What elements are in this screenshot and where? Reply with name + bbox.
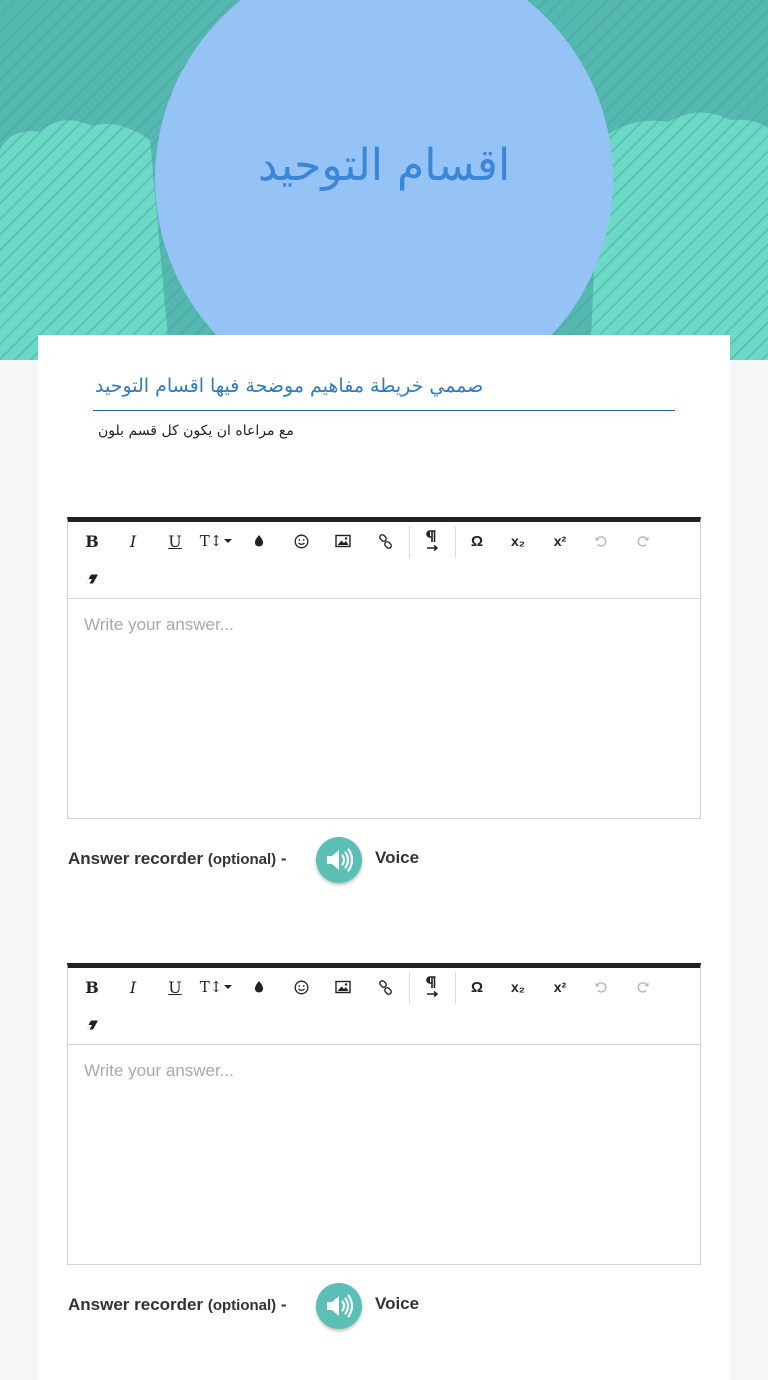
answer-input[interactable] bbox=[68, 1045, 700, 1263]
answer-recorder-label bbox=[68, 1295, 287, 1315]
insert-image-button[interactable] bbox=[328, 972, 358, 1002]
emoji-icon bbox=[294, 980, 309, 995]
italic-button[interactable]: I bbox=[129, 531, 137, 551]
header-banner bbox=[0, 0, 768, 360]
rich-text-editor bbox=[67, 517, 701, 819]
text-color-button[interactable] bbox=[244, 526, 274, 556]
paragraph-direction-icon bbox=[424, 975, 440, 999]
answer-input[interactable] bbox=[68, 599, 700, 817]
answer-recorder bbox=[68, 1283, 488, 1331]
form-title: اقسام التوحيد bbox=[257, 140, 511, 191]
italic-button[interactable]: I bbox=[129, 977, 137, 997]
redo-icon bbox=[636, 534, 650, 548]
undo-button[interactable] bbox=[586, 972, 616, 1002]
recorder-dash: - bbox=[280, 1295, 287, 1314]
recorder-label-text: Answer recorder bbox=[68, 849, 204, 868]
eraser-icon bbox=[84, 573, 100, 585]
clear-formatting-button[interactable] bbox=[77, 1010, 107, 1040]
voice-label: Voice bbox=[375, 1294, 420, 1313]
special-character-button[interactable]: Ω bbox=[470, 978, 484, 996]
speaker-icon bbox=[316, 1283, 362, 1329]
editor-toolbar bbox=[68, 522, 700, 599]
voice-label: Voice bbox=[375, 848, 420, 867]
insert-link-button[interactable] bbox=[370, 526, 400, 556]
paragraph-direction-icon bbox=[424, 529, 440, 553]
emoji-button[interactable] bbox=[286, 972, 316, 1002]
font-size-icon: T↕ bbox=[199, 978, 223, 996]
color-drop-icon bbox=[253, 534, 265, 548]
speaker-icon bbox=[316, 837, 362, 883]
answer-placeholder: Write your answer... bbox=[84, 1061, 234, 1080]
paragraph-direction-button[interactable] bbox=[417, 972, 447, 1002]
undo-icon bbox=[594, 980, 608, 994]
redo-icon bbox=[636, 980, 650, 994]
redo-button[interactable] bbox=[628, 526, 658, 556]
underline-button[interactable]: U bbox=[168, 977, 182, 997]
link-icon bbox=[378, 980, 393, 995]
link-icon bbox=[378, 534, 393, 549]
image-icon bbox=[335, 980, 351, 994]
caret-down-icon bbox=[224, 984, 232, 990]
special-character-button[interactable]: Ω bbox=[470, 532, 484, 550]
answer-placeholder: Write your answer... bbox=[84, 615, 234, 634]
question-title: صممي خريطة مفاهيم موضحة فيها اقسام التوحيد bbox=[95, 375, 484, 397]
editor-toolbar bbox=[68, 968, 700, 1045]
recorder-optional-text: (optional) bbox=[207, 851, 277, 868]
question-title-underline bbox=[93, 373, 675, 411]
question-card bbox=[38, 335, 730, 1380]
emoji-button[interactable] bbox=[286, 526, 316, 556]
paragraph-direction-button[interactable] bbox=[417, 526, 447, 556]
toolbar-separator bbox=[409, 972, 410, 1004]
record-voice-button[interactable] bbox=[316, 1283, 362, 1329]
font-size-button[interactable] bbox=[198, 972, 234, 1002]
toolbar-separator bbox=[455, 526, 456, 558]
color-drop-icon bbox=[253, 980, 265, 994]
clear-formatting-button[interactable] bbox=[77, 564, 107, 594]
underline-button[interactable]: U bbox=[168, 531, 182, 551]
recorder-dash: - bbox=[280, 849, 287, 868]
insert-link-button[interactable] bbox=[370, 972, 400, 1002]
answer-recorder-label bbox=[68, 849, 287, 869]
caret-down-icon bbox=[224, 538, 232, 544]
question-description: مع مراعاه ان يكون كل قسم بلون bbox=[98, 423, 294, 439]
font-size-button[interactable] bbox=[198, 526, 234, 556]
insert-image-button[interactable] bbox=[328, 526, 358, 556]
record-voice-button[interactable] bbox=[316, 837, 362, 883]
bold-button[interactable]: B bbox=[85, 531, 99, 551]
undo-icon bbox=[594, 534, 608, 548]
superscript-button[interactable]: x² bbox=[553, 533, 567, 549]
redo-button[interactable] bbox=[628, 972, 658, 1002]
recorder-label-text: Answer recorder bbox=[68, 1295, 204, 1314]
recorder-optional-text: (optional) bbox=[207, 1297, 277, 1314]
undo-button[interactable] bbox=[586, 526, 616, 556]
emoji-icon bbox=[294, 534, 309, 549]
subscript-button[interactable]: x₂ bbox=[510, 533, 525, 549]
font-size-icon: T↕ bbox=[199, 532, 223, 550]
text-color-button[interactable] bbox=[244, 972, 274, 1002]
rich-text-editor bbox=[67, 963, 701, 1265]
superscript-button[interactable]: x² bbox=[553, 979, 567, 995]
image-icon bbox=[335, 534, 351, 548]
answer-recorder bbox=[68, 837, 488, 885]
eraser-icon bbox=[84, 1019, 100, 1031]
toolbar-separator bbox=[409, 526, 410, 558]
subscript-button[interactable]: x₂ bbox=[510, 979, 525, 995]
bold-button[interactable]: B bbox=[85, 977, 99, 997]
toolbar-separator bbox=[455, 972, 456, 1004]
